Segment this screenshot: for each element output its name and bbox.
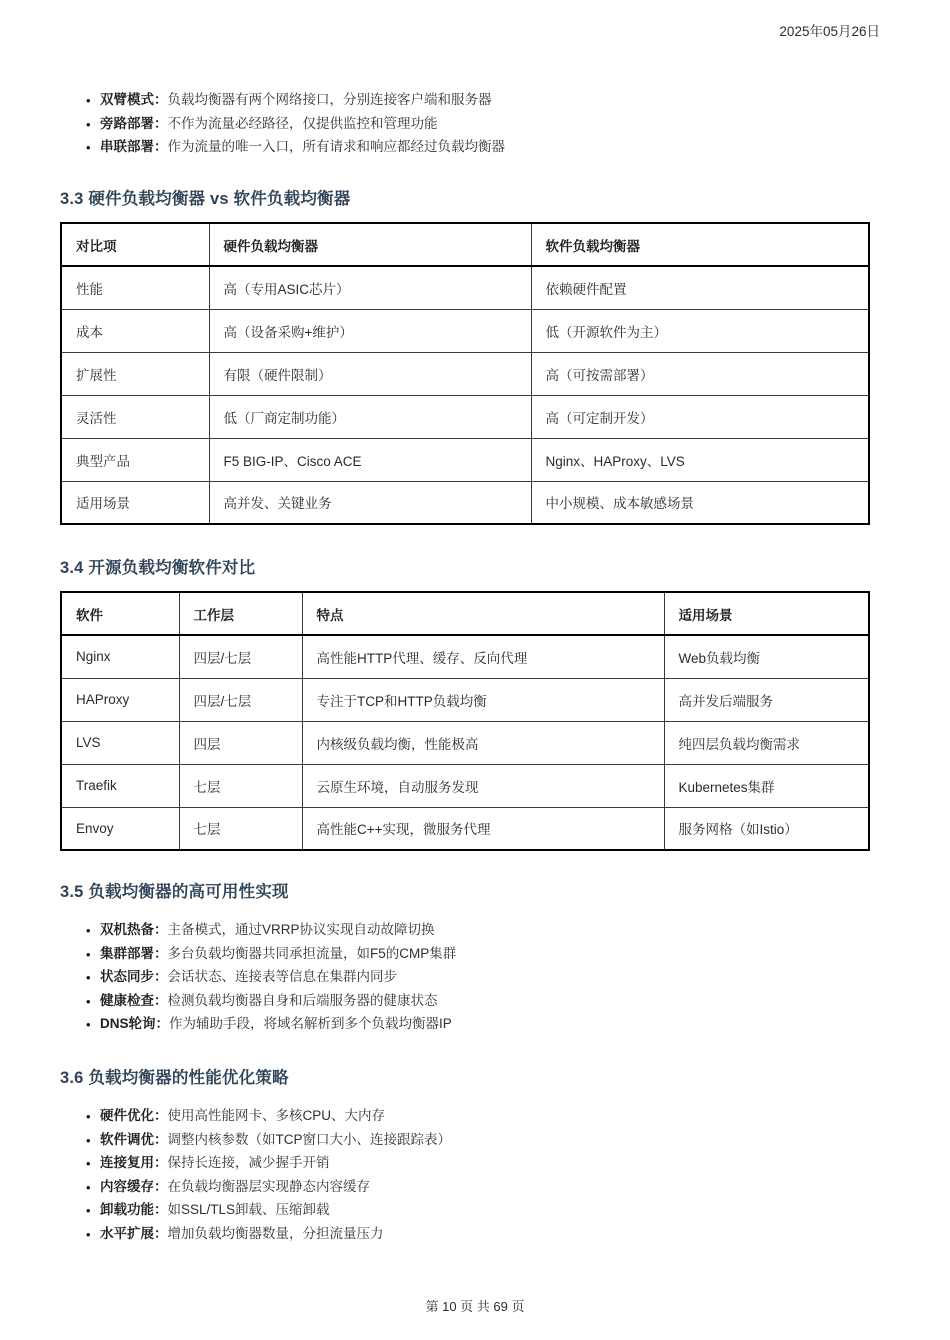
bullet-icon: • <box>86 923 91 938</box>
table-cell: 高（可定制开发） <box>531 395 869 438</box>
list-item-label: 集群部署： <box>100 945 168 961</box>
list-item <box>60 922 868 938</box>
bullet-icon: • <box>86 1156 91 1171</box>
table-row <box>61 266 869 309</box>
table-cell: 高性能C++实现，微服务代理 <box>302 807 664 850</box>
list-item-label: 硬件优化： <box>100 1108 168 1123</box>
section-title-3-3: 3.3 硬件负载均衡器 vs 软件负载均衡器 <box>60 190 351 208</box>
bullet-icon: • <box>86 1179 91 1195</box>
list-item-label: 连接复用： <box>100 1155 168 1170</box>
list-item-label: 双机热备： <box>100 922 168 937</box>
table-header-cell: 软件负载均衡器 <box>531 223 869 266</box>
table-cell: 高并发后端服务 <box>664 678 869 721</box>
table-row <box>61 721 869 764</box>
table-cell: LVS <box>61 721 179 764</box>
list-item <box>60 1016 868 1032</box>
list-item <box>60 1179 868 1195</box>
table-row <box>61 764 869 807</box>
table-row <box>61 352 869 395</box>
table-header-cell: 对比项 <box>61 223 209 266</box>
table-cell: 四层 <box>179 721 302 764</box>
section-title-3-6: 3.6 负载均衡器的性能优化策略 <box>60 1069 289 1087</box>
list-item-text: 负载均衡器有两个网络接口，分别连接客户端和服务器 <box>167 92 492 107</box>
table-row <box>61 481 869 524</box>
document-date: 2025年05月26日 <box>779 24 880 39</box>
list-item <box>60 1108 868 1124</box>
table-header-cell: 软件 <box>61 592 179 635</box>
table-cell: 低（开源软件为主） <box>531 309 869 352</box>
list-item <box>60 92 868 108</box>
table-cell: 七层 <box>179 807 302 850</box>
list-item-label: 串联部署： <box>100 139 168 154</box>
table-cell: 灵活性 <box>61 395 209 438</box>
table-cell: Traefik <box>61 764 179 807</box>
table-header-cell: 适用场景 <box>664 592 869 635</box>
table-row <box>61 807 869 850</box>
list-item-text: 作为辅助手段，将域名解析到多个负载均衡器IP <box>169 1016 452 1031</box>
page-number: 第 10 页 共 69 页 <box>425 1299 525 1314</box>
section-title-3-5: 3.5 负载均衡器的高可用性实现 <box>60 883 289 901</box>
table-cell: 内核级负载均衡，性能极高 <box>302 721 664 764</box>
list-item <box>60 1226 868 1242</box>
list-item <box>60 1132 868 1148</box>
bullet-icon: • <box>86 116 91 132</box>
list-item-label: 卸载功能： <box>100 1202 168 1217</box>
bullet-icon: • <box>86 1226 91 1242</box>
table-row <box>61 635 869 678</box>
table-row <box>61 395 869 438</box>
open-source-software-table <box>60 591 870 851</box>
list-item-label: DNS轮询： <box>100 1016 170 1031</box>
list-item <box>60 993 868 1009</box>
table-row <box>61 438 869 481</box>
list-item-text: 使用高性能网卡、多核CPU、大内存 <box>167 1108 386 1123</box>
list-item-text: 如SSL/TLS卸载、压缩卸载 <box>167 1202 330 1217</box>
table-cell: 七层 <box>179 764 302 807</box>
performance-optimization-list <box>60 1108 868 1242</box>
section-title-3-4: 3.4 开源负载均衡软件对比 <box>60 559 256 577</box>
list-item-label: 内容缓存： <box>100 1178 168 1194</box>
bullet-icon: • <box>86 1017 91 1032</box>
table-cell: F5 BIG-IP、Cisco ACE <box>209 438 531 481</box>
list-item-text: 不作为流量必经路径，仅提供监控和管理功能 <box>167 115 438 131</box>
table-cell: Nginx <box>61 635 179 678</box>
table-cell: 高（可按需部署） <box>531 352 869 395</box>
list-item-label: 软件调优： <box>100 1131 168 1147</box>
table-cell: 性能 <box>61 266 209 309</box>
hardware-vs-software-table <box>60 222 870 525</box>
table-cell: 典型产品 <box>61 438 209 481</box>
list-item <box>60 1155 868 1171</box>
table-cell: 高并发、关键业务 <box>209 481 531 524</box>
list-item <box>60 946 868 962</box>
table-cell: Nginx、HAProxy、LVS <box>531 438 869 481</box>
list-item-text: 多台负载均衡器共同承担流量，如F5的CMP集群 <box>167 945 457 961</box>
list-item-text: 在负载均衡器层实现静态内容缓存 <box>167 1178 370 1194</box>
bullet-icon: • <box>86 140 91 155</box>
table-header-cell: 特点 <box>302 592 664 635</box>
table-header-row <box>61 592 869 635</box>
bullet-icon: • <box>86 970 91 985</box>
table-cell: Web负载均衡 <box>664 635 869 678</box>
table-cell: 纯四层负载均衡需求 <box>664 721 869 764</box>
table-cell: 中小规模、成本敏感场景 <box>531 481 869 524</box>
bullet-icon: • <box>86 93 91 108</box>
table-cell: 成本 <box>61 309 209 352</box>
table-cell: 扩展性 <box>61 352 209 395</box>
table-cell: 四层/七层 <box>179 635 302 678</box>
bullet-icon: • <box>86 1132 91 1148</box>
table-header-cell: 硬件负载均衡器 <box>209 223 531 266</box>
table-cell: 有限（硬件限制） <box>209 352 531 395</box>
list-item <box>60 139 868 155</box>
list-item-label: 水平扩展： <box>100 1225 168 1241</box>
list-item-text: 作为流量的唯一入口，所有请求和响应都经过负载均衡器 <box>167 139 505 154</box>
table-cell: 低（厂商定制功能） <box>209 395 531 438</box>
table-cell: 适用场景 <box>61 481 209 524</box>
table-cell: HAProxy <box>61 678 179 721</box>
table-header-cell: 工作层 <box>179 592 302 635</box>
list-item-label: 旁路部署： <box>100 115 168 131</box>
list-item <box>60 116 868 132</box>
high-availability-list <box>60 922 868 1032</box>
document-content <box>60 92 868 1242</box>
table-row <box>61 309 869 352</box>
deployment-modes-list <box>60 92 868 155</box>
table-cell: Envoy <box>61 807 179 850</box>
list-item <box>60 1202 868 1218</box>
table-cell: 服务网格（如Istio） <box>664 807 869 850</box>
list-item <box>60 969 868 985</box>
table-header-row <box>61 223 869 266</box>
list-item-text: 增加负载均衡器数量，分担流量压力 <box>167 1225 384 1241</box>
bullet-icon: • <box>86 1203 91 1218</box>
table-cell: Kubernetes集群 <box>664 764 869 807</box>
table-cell: 云原生环境，自动服务发现 <box>302 764 664 807</box>
list-item-text: 检测负载均衡器自身和后端服务器的健康状态 <box>167 992 438 1008</box>
list-item-text: 调整内核参数（如TCP窗口大小、连接跟踪表） <box>167 1131 451 1147</box>
table-cell: 高（专用ASIC芯片） <box>209 266 531 309</box>
table-row <box>61 678 869 721</box>
list-item-text: 保持长连接，减少握手开销 <box>167 1155 330 1170</box>
table-cell: 专注于TCP和HTTP负载均衡 <box>302 678 664 721</box>
list-item-text: 主备模式，通过VRRP协议实现自动故障切换 <box>167 922 435 937</box>
list-item-text: 会话状态、连接表等信息在集群内同步 <box>167 969 397 984</box>
list-item-label: 健康检查： <box>100 992 168 1008</box>
bullet-icon: • <box>86 993 91 1009</box>
bullet-icon: • <box>86 1109 91 1124</box>
list-item-label: 双臂模式： <box>100 92 168 107</box>
list-item-label: 状态同步： <box>100 969 168 984</box>
table-cell: 四层/七层 <box>179 678 302 721</box>
table-cell: 高（设备采购+维护） <box>209 309 531 352</box>
table-cell: 依赖硬件配置 <box>531 266 869 309</box>
table-cell: 高性能HTTP代理、缓存、反向代理 <box>302 635 664 678</box>
bullet-icon: • <box>86 946 91 962</box>
